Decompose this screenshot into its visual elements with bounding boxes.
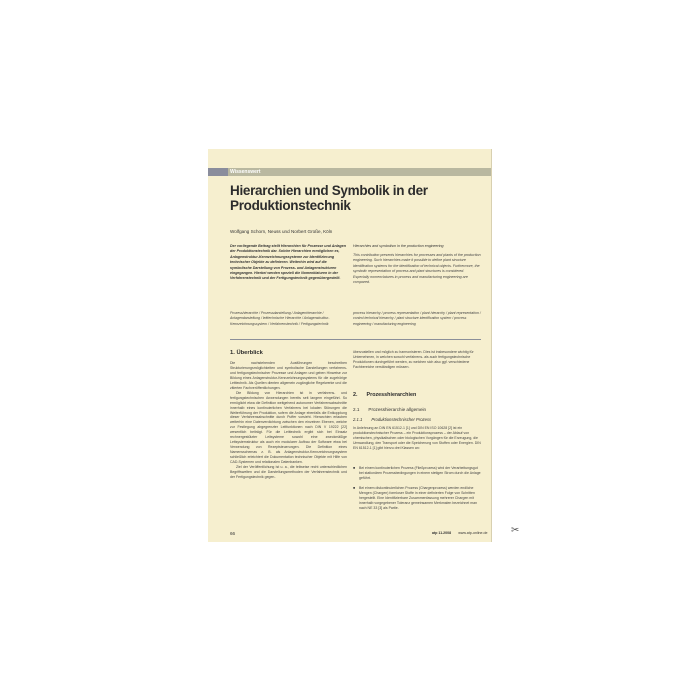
bullet-icon: ■ [353,466,356,470]
paragraph: Die nachstehenden Ausführungen beschreiben Strukturierungsmöglichkeiten und symbolische Darstellungen verfahrens- und fertigungstechnischer Prozesse und Anlagen und geben Hinweise zur Bildung eines Anlagenstruktur-Kennzeichnungssystems für die zugehörige Leittechnik. Als Quellen dienten allgemein zugängliche Regelwerke und die zitierten Fachveröffentlichungen. [230,361,347,390]
journal-issue: atp 11.2008 [432,531,452,535]
scissors-icon: ✂ [511,525,520,536]
keywords-english: process hierarchy / process representation / plant hierarchy / plant representation / control technical hierarchy / plant structure identification system / process engineering / manufacturing engineering [353,311,481,326]
left-column [230,361,347,480]
page-edge [491,149,492,542]
right-column-top: überzustellen und möglich zu harmonisieren. Dies ist insbesondere wichtig für Unternehmen, in welchen sowohl verfahrens- als auch fertigungstechnische Produktionen durchgeführt werden, zu welchen sich also ggf. verschiedene Fachbereiche verständigen müssen. [353,350,474,369]
section-title: Prozesshierarchien [366,392,417,398]
keywords-german: Prozesshierarchie / Prozessdarstellung / Anlagenhierarchie / Anlagendarstellung / leittechnische Hierarchie / Anlagenstruktur-Kennzeichnungssystem / Verfahrenstechnik / Fertigungstechnik [230,311,330,326]
journal-url: www.atp-online.de [458,531,488,535]
subsection-2-1-1-heading [353,417,431,422]
section-number: 2. [353,392,358,398]
article-authors: Wolfgang Schorn, Neuss und Norbert Große, Köln [230,229,333,234]
bullet-icon: ■ [353,486,356,490]
paragraph: Die Bildung von Hierarchien ist in verfahrens- und fertigungstechnischen Anwendungen bereits seit langem eingeführt. So ermöglicht etwa die Definition weitgehend autonomer Verfahrensabschnitte innerhalb eines kontinuierlichen Verfahrens bei lokalen Störungen die Weiterführung der Produktion, sofern die Anlage ebenfalls die Entkopplung dieser Verfahrensabschnitte durch Puffer vorsieht. Hierarchien erlauben weiterhin eine Datenverdichtung zwischen den einzelnen Ebenen, welche zur Festlegung abgegrenzter Leitfunktionen nach DIN V 19222 [22] wesentlich beiträgt. Für die Leittechnik ergibt sich bei Einsatz rechnergestützter Leitsysteme sowohl eine zweckmäßige Leitsystemstruktur als auch ein modularer Aufbau der Software etwa bei Verwendung von Rezeptsteuerungen. Die Definition eines Namensschemas z. B. als Anlagenstruktur-Kennzeichnungssystem schließlich erleichtert die Dokumentation technischer Objekte mit Hilfe von CAD-Systemen und relationalen Datenbanken. [230,390,347,465]
abstract-english-title: Hierarchies and symbolism in the production engineering [353,244,444,248]
section-1-heading: 1. Überblick [230,350,263,356]
paragraph: Ziel der Veröffentlichung ist u. a., die teilweise recht unterschiedlichen Begriffswelten und die Darstellungsmethoden der Verfahrenstechnik und der Fertigungstechnik gegen- [230,465,347,479]
page-number: 66 [230,531,236,536]
list-item-text: Bei einem kontinuierlichen Prozess (Fließprozess) wird der Verarbeitungsgut bei stationären Prozessbedingungen in einem stetigen Strom durch die Anlage geführt. [359,466,481,480]
section-number: 2.1.1 [353,417,363,422]
section-title: Produktionstechnischer Prozess [371,417,432,422]
section-divider [230,339,481,340]
right-column-body: In Anlehnung an DIN EN 61512-1 [1] und DIN EN ISO 10628 [2] ist ein produktionstechnischer Prozess – ein Produktionsprozess – der Ablauf von chemischen, physikalischen oder biologischen Vorgängen für die Erzeugung, die Umwandlung, den Transport oder die Speicherung von Stoffen oder Energien. DIN EN 61512-1 [1] gibt hierzu drei Klassen an: [353,426,481,450]
article-title: Hierarchien und Symbolik in der Produktionstechnik [230,183,428,213]
section-tag: Wissenswert [230,169,261,175]
abstract-english: This contribution presents hierarchies for processes and plants of the production engineering. Such hierarchies make it possible to define plant structure identification systems for the identification of technical objects. Furthermore, the symbolic representation of process and plant structures is considered. Especially nomenclatures in process and manufacturing engineering are compared. [353,253,481,285]
section-2-heading [353,392,416,398]
footer-journal [432,531,488,535]
stripe-accent [208,168,228,176]
list-item [353,466,481,481]
section-number: 2.1 [353,407,360,412]
list-item [353,486,481,511]
section-title: Prozesshierarchie allgemein [368,407,427,412]
abstract-german: Der vorliegende Beitrag stellt Hierarchien für Prozesse und Anlagen der Produktionstechnik dar. Solche Hierarchien ermöglichen es, Anlagenstruktur-Kennzeichnungssysteme zur Identifizierung technischer Objekte zu definieren. Weiterhin wird auf die symbolische Darstellung von Prozess- und Anlagenstrukturen eingegangen. Hierbei werden speziell die Nomenklaturen in der Verfahrenstechnik und der Fertigungstechnik gegenübergestellt. [230,244,346,281]
subsection-2-1-heading [353,407,426,412]
list-item-text: Bei einem diskontinuierlichen Prozess (Chargenprozess) werden endliche Mengen (Chargen) formloser Stoffe in einer definierten Folge von Schritten hergestellt. Eine Identifizierbare Zusammenfassung mehrerer Chargen mit innerhalb vorgegebener Toleranz gemeinsamen Merkmalen bezeichnet man nach NE 33 [3] als Partie. [359,486,478,510]
